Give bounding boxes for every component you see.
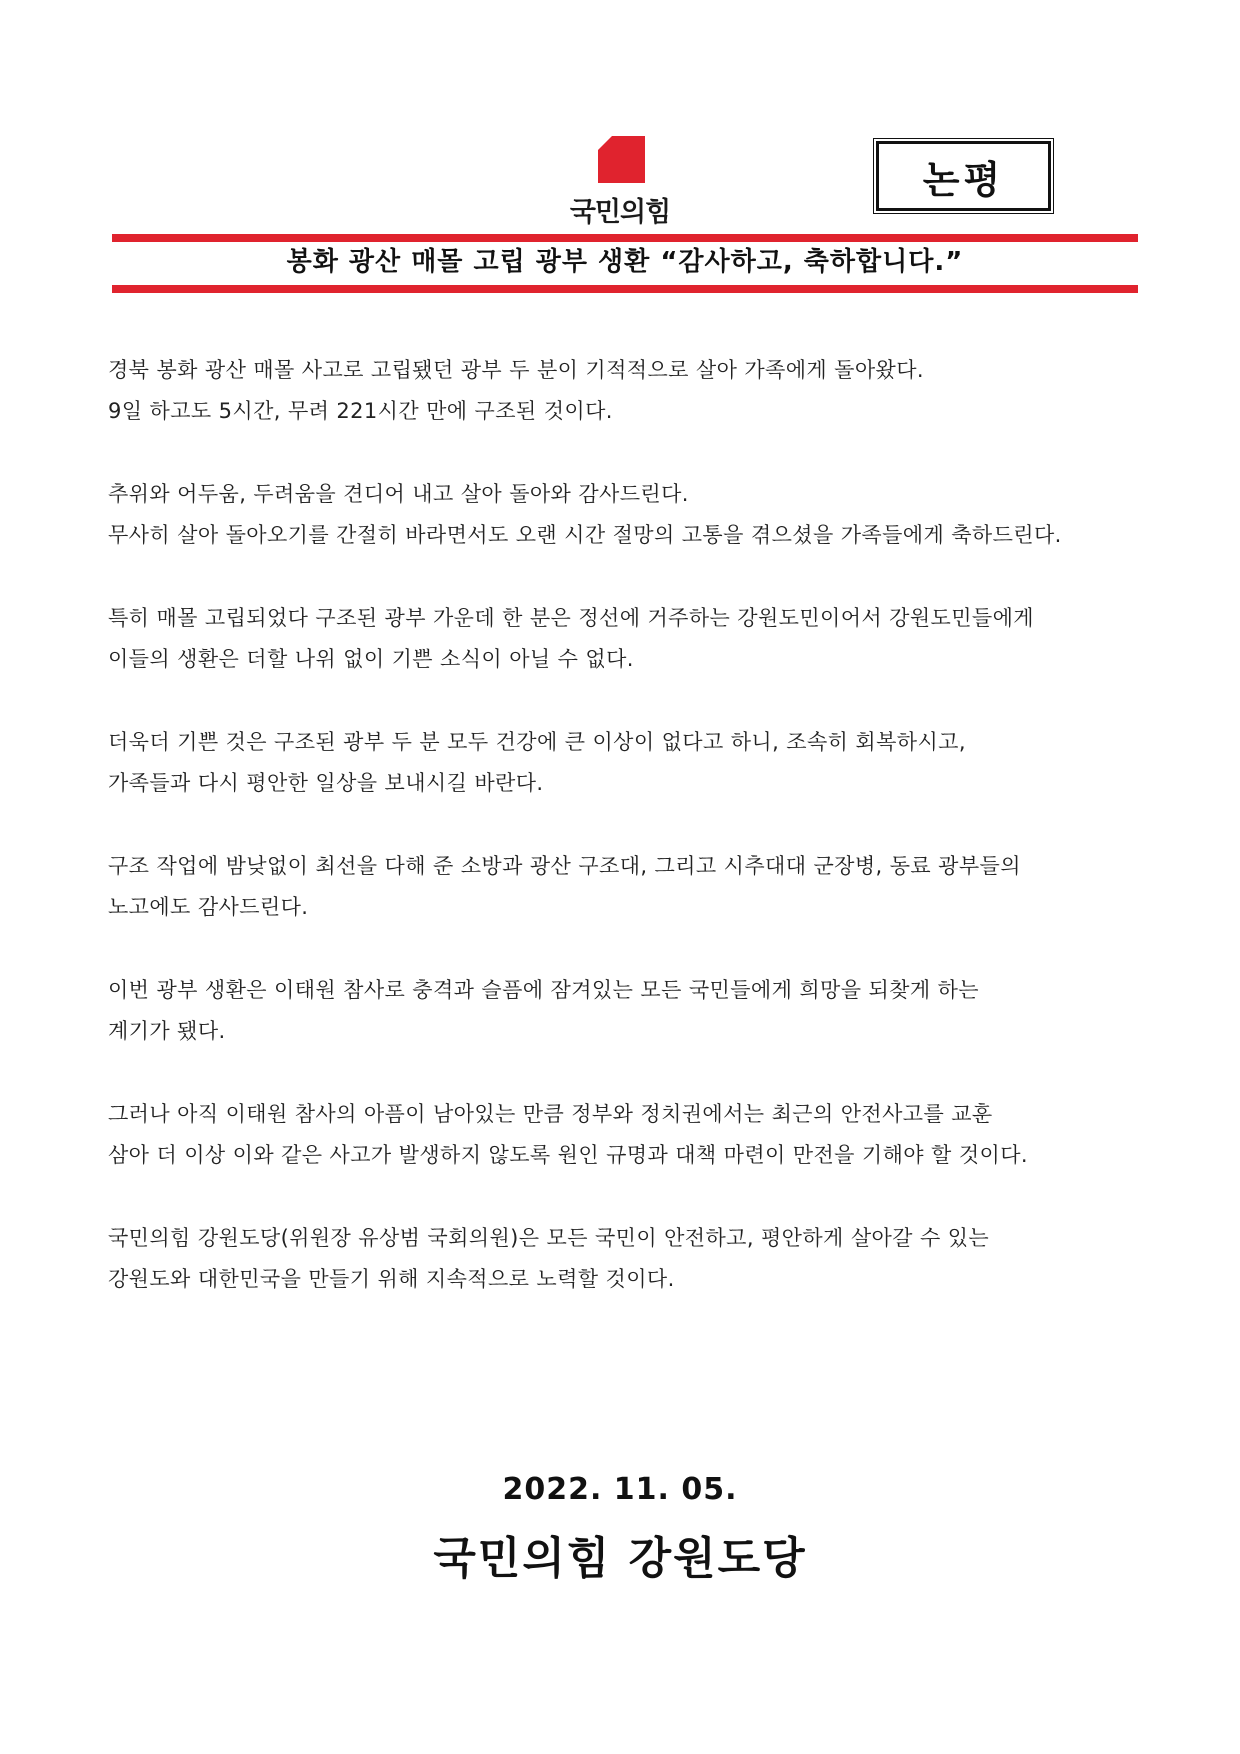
paragraph xyxy=(108,1218,1140,1300)
paragraph-line: 무사히 살아 돌아오기를 간절히 바라면서도 오랜 시간 절망의 고통을 겪으셨을 가족들에게 축하드린다. xyxy=(108,523,1062,547)
paragraph-line: 추위와 어두움, 두려움을 견디어 내고 살아 돌아와 감사드린다. xyxy=(108,482,689,506)
paragraph xyxy=(108,722,1140,804)
party-logo-icon xyxy=(598,136,645,183)
issuing-organization: 국민의힘 강원도당 xyxy=(433,1533,807,1584)
paragraph-line: 이들의 생환은 더할 나위 없이 기쁜 소식이 아닐 수 없다. xyxy=(108,647,634,671)
paragraph-line: 구조 작업에 밤낮없이 최선을 다해 준 소방과 광산 구조대, 그리고 시추대대 군장병, 동료 광부들의 xyxy=(108,854,1021,878)
document-type-badge: 논평 xyxy=(876,141,1051,211)
paragraph-line: 이번 광부 생환은 이태원 참사로 충격과 슬픔에 잠겨있는 모든 국민들에게 희망을 되찾게 하는 xyxy=(108,978,979,1002)
party-logo-text: 국민의힘 xyxy=(569,197,671,228)
paragraph-line: 경북 봉화 광산 매몰 사고로 고립됐던 광부 두 분이 기적적으로 살아 가족에게 돌아왔다. xyxy=(108,358,924,382)
paragraph xyxy=(108,1094,1140,1176)
paragraph xyxy=(108,598,1140,680)
paragraph-line: 더욱더 기쁜 것은 구조된 광부 두 분 모두 건강에 큰 이상이 없다고 하니, 조속히 회복하시고, xyxy=(108,730,966,754)
paragraph-line: 9일 하고도 5시간, 무려 221시간 만에 구조된 것이다. xyxy=(108,399,613,423)
headline-top-rule xyxy=(112,234,1138,242)
paragraph-line: 노고에도 감사드린다. xyxy=(108,895,309,919)
paragraph-line: 그러나 아직 이태원 참사의 아픔이 남아있는 만큼 정부와 정치권에서는 최근의 안전사고를 교훈 xyxy=(108,1102,993,1126)
paragraph-line: 강원도와 대한민국을 만들기 위해 지속적으로 노력할 것이다. xyxy=(108,1267,675,1291)
statement-body xyxy=(108,350,1140,1342)
paragraph-line: 특히 매몰 고립되었다 구조된 광부 가운데 한 분은 정선에 거주하는 강원도민이어서 강원도민들에게 xyxy=(108,606,1034,630)
paragraph xyxy=(108,846,1140,928)
paragraph-line: 가족들과 다시 평안한 일상을 보내시길 바란다. xyxy=(108,771,544,795)
headline: 봉화 광산 매몰 고립 광부 생환 “감사하고, 축하합니다.” xyxy=(286,247,964,277)
paragraph-line: 계기가 됐다. xyxy=(108,1019,226,1043)
headline-bottom-rule xyxy=(112,285,1138,293)
statement-date: 2022. 11. 05. xyxy=(502,1472,738,1507)
paragraph xyxy=(108,970,1140,1052)
paragraph xyxy=(108,474,1140,556)
paragraph xyxy=(108,350,1140,432)
paragraph-line: 삼아 더 이상 이와 같은 사고가 발생하지 않도록 원인 규명과 대책 마련이 만전을 기해야 할 것이다. xyxy=(108,1143,1028,1167)
paragraph-line: 국민의힘 강원도당(위원장 유상범 국회의원)은 모든 국민이 안전하고, 평안하게 살아갈 수 있는 xyxy=(108,1226,990,1250)
